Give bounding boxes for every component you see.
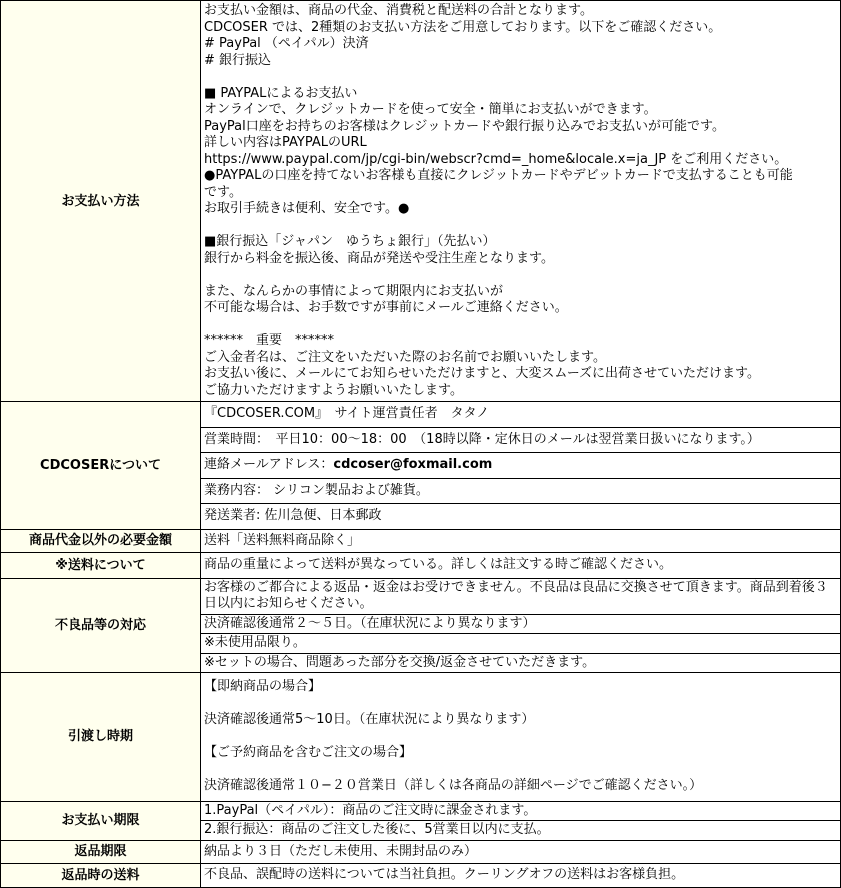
blank-line xyxy=(204,729,837,746)
content-subcell xyxy=(201,615,840,635)
content-subcell xyxy=(201,634,840,654)
table-row-payment-deadline xyxy=(1,802,840,841)
row-label-shipping-note: ※送料について xyxy=(1,553,201,578)
text-line: 銀行から料金を振込後、商品が発送や受注生産となります。 xyxy=(204,250,554,266)
text-line: ご協力いただけますようお願いいたします。 xyxy=(204,382,463,398)
table-row-payment-method xyxy=(1,1,840,402)
text-line: 決済確認後通常２〜５日。（在庫状況により異なります） xyxy=(204,615,536,631)
text-line: 詳しい内容はPAYPALのURL xyxy=(204,135,367,150)
table-row-return-deadline xyxy=(1,841,840,865)
text-line: お支払い金額は、商品の代金、消費税と配送料の合計となります。 xyxy=(204,3,593,18)
row-label-return-deadline: 返品期限 xyxy=(1,841,201,864)
text-line: 送料「送料無料商品除く」 xyxy=(204,532,361,548)
table-row-delivery xyxy=(1,673,840,802)
text-line: 【ご予約商品を含むご注文の場合】 xyxy=(204,745,413,760)
text-line: ●PAYPALの口座を持てないお客様も直接にクレジットカードやデビットカードで支払することも可能 xyxy=(204,168,793,183)
content-subcell xyxy=(201,802,840,822)
content-subcell xyxy=(201,579,840,615)
row-content-shipping-note xyxy=(201,553,840,578)
content-subcell xyxy=(201,453,840,479)
table-row-defective xyxy=(1,579,840,674)
table-row-shipping-note xyxy=(1,553,840,579)
content-subcell xyxy=(201,654,840,673)
text-line: 決済確認後通常１０−２０営業日（詳しくは各商品の詳細ページでご確認ください。） xyxy=(204,778,703,793)
text-line: 不良品、誤配時の送料については当社負担。クーリングオフの送料はお客様負担。 xyxy=(204,867,685,882)
text-line: お支払い後に、メールにてお知らせいただけますと、大変スムーズに出荷させていただけます。 xyxy=(204,366,761,381)
text-line: ****** 重要 ****** xyxy=(204,333,335,348)
row-content-defective xyxy=(201,579,840,673)
text-line: 商品の重量によって送料が異なっている。詳しくは註文する時ご確認ください。 xyxy=(204,557,673,572)
text-line: CDCOSER では、2種類のお支払い方法をご用意しております。以下をご確認ください。 xyxy=(204,19,722,35)
row-label-payment-deadline: お支払い期限 xyxy=(1,802,201,840)
row-label-about: CDCOSERについて xyxy=(1,402,201,529)
text-line: お取引手続きは便利、安全です。● xyxy=(204,201,410,216)
text-line: 【即納商品の場合】 xyxy=(204,679,322,694)
content-subcell xyxy=(201,530,840,553)
blank-line xyxy=(204,762,837,779)
text-line: PayPal口座をお持ちのお客様はクレジットカードや銀行振り込みでお支払いが可能です。 xyxy=(204,118,725,134)
content-subcell xyxy=(201,1,840,401)
content-subcell xyxy=(201,479,840,505)
table-row-about xyxy=(1,402,840,530)
content-subcell xyxy=(201,504,840,529)
blank-line xyxy=(204,267,837,284)
text-line xyxy=(204,457,837,474)
row-content-return-deadline xyxy=(201,841,840,864)
table-row-extra-fees xyxy=(1,530,840,554)
text-segment: 連絡メールアドレス： xyxy=(204,457,334,472)
content-subcell xyxy=(201,841,840,864)
text-line: 決済確認後通常5〜10日。（在庫状況により異なります） xyxy=(204,712,535,727)
row-content-delivery xyxy=(201,673,840,801)
text-line: 業務内容： シリコン製品および雑貨。 xyxy=(204,482,429,498)
row-content-extra-fees xyxy=(201,530,840,553)
blank-line xyxy=(204,69,837,86)
text-line: 納品より３日（ただし未使用、未開封品のみ） xyxy=(204,843,478,859)
content-subcell xyxy=(201,553,840,578)
row-content-payment-method xyxy=(201,1,840,401)
text-line: オンラインで、クレジットカードを使って安全・簡単にお支払いができます。 xyxy=(204,102,657,117)
content-subcell xyxy=(201,428,840,454)
text-line: 『CDCOSER.COM』 サイト運営責任者 タタノ xyxy=(204,406,490,421)
blank-line xyxy=(204,696,837,713)
text-line: ※未使用品限り。 xyxy=(204,635,306,650)
text-line: # PayPal （ペイパル）決済 xyxy=(204,36,369,51)
text-line: https://www.paypal.com/jp/cgi-bin/webscr?cmd=_home&locale.x=ja_JP をご利用ください。 xyxy=(204,151,788,167)
row-content-about xyxy=(201,402,840,529)
text-line: 営業時間： 平日10：00〜18：00 （18時以降・定休日のメールは翌営業日扱いになります。） xyxy=(204,431,760,447)
text-line: です。 xyxy=(204,184,242,200)
row-content-payment-deadline xyxy=(201,802,840,840)
row-label-payment-method: お支払い方法 xyxy=(1,1,201,401)
text-line: ご入金者名は、ご注文をいただいた際のお名前でお願いいたします。 xyxy=(204,349,606,365)
text-line: 2.銀行振込：商品のご注文した後に、5営業日以内に支払。 xyxy=(204,822,550,837)
text-line: ■銀行振込「ジャパン ゆうちょ銀行」（先払い） xyxy=(204,234,496,249)
blank-line xyxy=(204,218,837,235)
text-line: 1.PayPal（ペイパル）：商品のご注文時に課金されます。 xyxy=(204,802,537,818)
blank-line xyxy=(204,317,837,334)
text-line: お客様のご都合による返品・返金はお受けできません。不良品は良品に交換させて頂きます。商品到着後３日以内にお知らせください。 xyxy=(204,579,828,611)
row-label-delivery: 引渡し時期 xyxy=(1,673,201,801)
text-line: ※セットの場合、問題あった部分を交換/返金させていただきます。 xyxy=(204,654,596,670)
content-subcell xyxy=(201,673,840,801)
text-line: ■ PAYPALによるお支払い xyxy=(204,85,358,101)
row-content-return-shipping xyxy=(201,864,840,887)
row-label-extra-fees: 商品代金以外の必要金額 xyxy=(1,530,201,553)
text-line: 不可能な場合は、お手数ですが事前にメールご連絡ください。 xyxy=(204,300,568,315)
text-line: また、なんらかの事情によって期限内にお支払いが xyxy=(204,283,504,299)
text-line: # 銀行振込 xyxy=(204,52,272,68)
row-label-return-shipping: 返品時の送料 xyxy=(1,864,201,887)
text-line: 発送業者: 佐川急便、日本郵政 xyxy=(204,508,382,523)
content-subcell xyxy=(201,864,840,887)
row-label-defective: 不良品等の対応 xyxy=(1,579,201,673)
email-address: cdcoser@foxmail.com xyxy=(333,457,493,472)
content-subcell xyxy=(201,821,840,840)
content-subcell xyxy=(201,402,840,428)
